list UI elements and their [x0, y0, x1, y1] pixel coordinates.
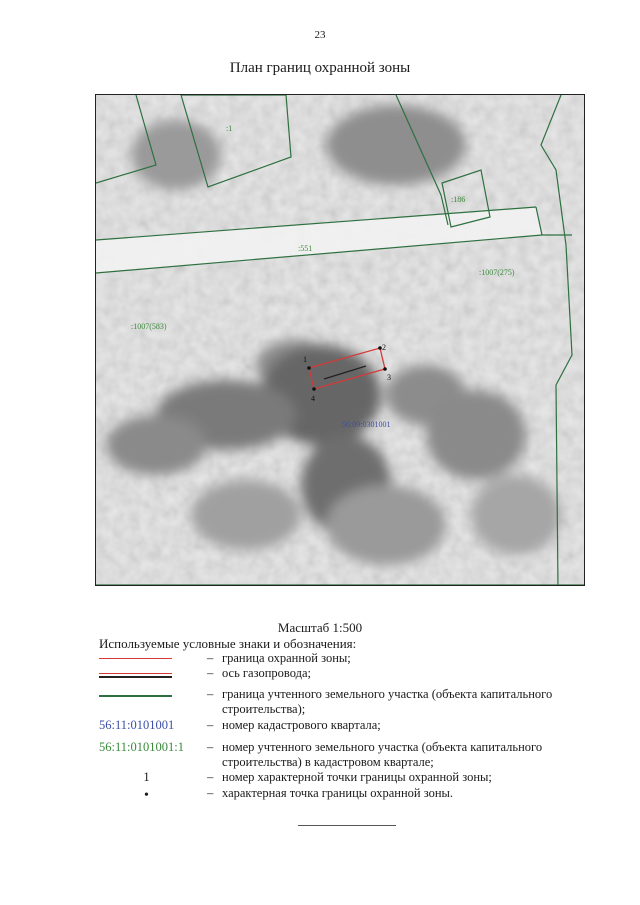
gas-axis-symbol-black: [99, 676, 172, 678]
parcel-label-551: :551: [298, 244, 313, 253]
legend-dash: –: [207, 786, 214, 800]
point-symbol: •: [144, 788, 149, 803]
legend-dash: –: [207, 770, 214, 784]
legend-dash: –: [207, 740, 214, 754]
parcel-border-symbol: [99, 695, 172, 697]
parcel-label-1: :1: [226, 124, 233, 133]
point-label-4: 4: [311, 394, 315, 403]
point-label-1: 1: [303, 355, 307, 364]
map-scale: Масштаб 1:500: [277, 620, 363, 635]
quarter-label: 56:09:0301001: [342, 420, 391, 429]
legend-text: номер учтенного земельного участка (объекта капитального строительства) в кадастровом квартале;: [222, 740, 543, 769]
legend-text: характерная точка границы охранной зоны.: [222, 786, 454, 800]
zone-border-symbol: [99, 658, 172, 659]
legend-dash: –: [207, 651, 214, 665]
bottom-rule: [298, 825, 396, 826]
parcel-number-symbol: 56:11:0101001:1: [99, 740, 184, 754]
point-number-symbol: 1: [143, 770, 150, 784]
parcel-label-1007-275: :1007(275): [479, 268, 515, 277]
legend-text: граница учтенного земельного участка (объекта капитального строительства);: [222, 687, 553, 716]
map-frame: [95, 94, 585, 586]
page-title: План границ охранной зоны: [229, 60, 411, 76]
point-label-2: 2: [382, 343, 386, 352]
parcel-label-186: :186: [451, 195, 466, 204]
quarter-symbol: 56:11:0101001: [99, 718, 175, 732]
legend-text: номер характерной точки границы охранной зоны;: [222, 770, 492, 784]
legend-text: номер кадастрового квартала;: [222, 718, 381, 732]
legend-dash: –: [207, 687, 214, 701]
legend-dash: –: [207, 666, 214, 680]
boundary-map: [96, 95, 585, 586]
legend-text: граница охранной зоны;: [222, 651, 351, 665]
gas-axis-symbol-red: [99, 673, 172, 674]
point-label-3: 3: [387, 373, 391, 382]
page-number: 23: [314, 29, 326, 41]
legend-heading: Используемые условные знаки и обозначения:: [99, 636, 357, 651]
legend-text: ось газопровода;: [222, 666, 312, 680]
legend-dash: –: [207, 718, 214, 732]
parcel-label-1007-583: :1007(583): [131, 322, 167, 331]
